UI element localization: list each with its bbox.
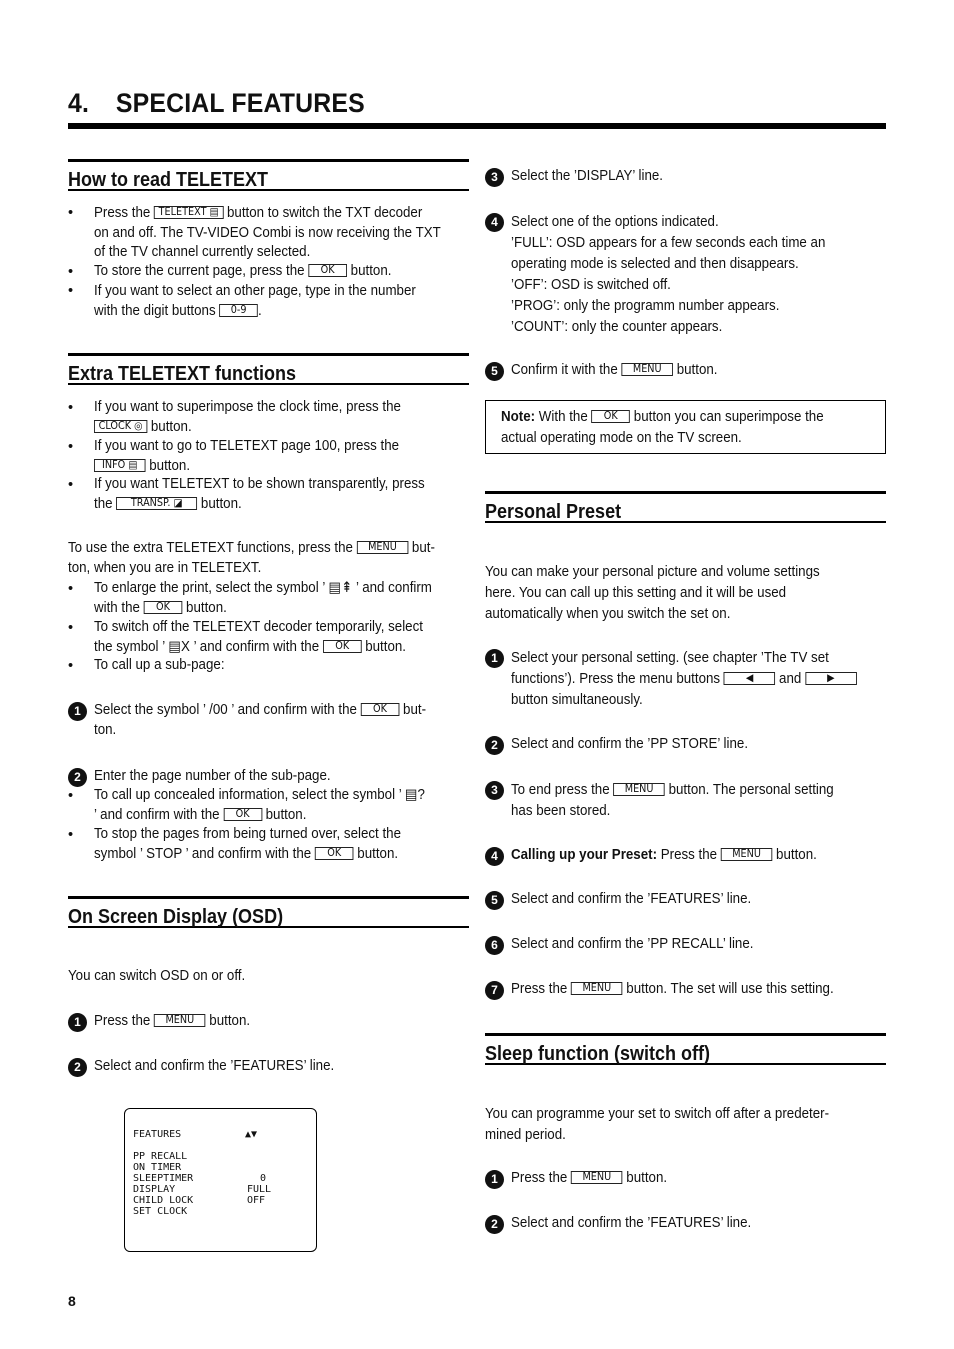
- ok-button: OK: [591, 410, 630, 423]
- osd-screen-arrows: ▲▼: [245, 1129, 258, 1140]
- osd-screen-illustration: [124, 1108, 317, 1252]
- subpage-step-1: Select the symbol ’ /00 ’ and confirm with the OK but- ton.: [94, 702, 427, 738]
- subpage-step-2: Enter the page number of the sub-page.: [94, 768, 331, 784]
- title-rule: [68, 123, 886, 129]
- section-heading-sleep: Sleep function (switch off): [485, 1033, 886, 1065]
- ok-button: OK: [144, 601, 183, 614]
- extra-d1: To call up concealed information, select the symbol ’ ▤? ’ and confirm with the OK button.: [94, 787, 425, 823]
- bullet: •: [68, 658, 74, 674]
- extra-bullet-2: If you want to go to TELETEXT page 100, press the INFO ▤ button.: [94, 438, 400, 474]
- step-number-2: 2: [68, 768, 87, 787]
- note-text: Note: With the OK button you can superimpose the actual operating mode on the TV screen.: [501, 409, 824, 446]
- ok-button: OK: [323, 640, 362, 653]
- section-heading-extra-teletext: Extra TELETEXT functions: [68, 353, 469, 385]
- step-number-3: 3: [485, 781, 504, 800]
- osd-intro: You can switch OSD on or off.: [68, 968, 246, 984]
- right-arrow-button: ▶: [805, 672, 857, 685]
- bullet: •: [68, 581, 74, 597]
- extra-c3: To call up a sub-page:: [94, 657, 225, 673]
- extra-d2: To stop the pages from being turned over, select the symbol ’ STOP ’ and confirm with the OK button.: [94, 826, 402, 862]
- osd-menu-value: OFF: [247, 1195, 266, 1206]
- osd-menu-item: PP RECALL: [133, 1151, 188, 1162]
- extra-c1: To enlarge the print, select the symbol ’ ▤⇞ ’ and confirm with the OK button.: [94, 580, 432, 616]
- step-number-1: 1: [68, 1013, 87, 1032]
- osd-step-4: Select one of the options indicated. ’FULL’: OSD appears for a few seconds each time an operating mode is selected and then disappears. ’OFF’: OSD is switched off. ’PROG’: only the programm number appears. ’COUNT’: only the counter appears.: [511, 214, 826, 335]
- step-number-1: 1: [68, 702, 87, 721]
- bullet: •: [68, 620, 74, 636]
- step-number-7: 7: [485, 981, 504, 1000]
- menu-button: MENU: [154, 1014, 206, 1027]
- preset-step-3: To end press the MENU button. The personal setting has been stored.: [511, 782, 834, 819]
- digit-buttons: 0-9: [219, 304, 258, 317]
- info-button: INFO ▤: [94, 459, 146, 472]
- bullet: •: [68, 439, 74, 455]
- note-box: [485, 400, 886, 454]
- osd-step-5: Confirm it with the MENU button.: [511, 362, 718, 378]
- ok-button: OK: [315, 847, 354, 860]
- osd-menu-item: CHILD LOCK: [133, 1195, 194, 1206]
- menu-button: MENU: [571, 1171, 623, 1184]
- extra-intro: To use the extra TELETEXT functions, press the MENU but- ton, when you are in TELETEXT.: [68, 540, 435, 576]
- preset-step-5: Select and confirm the ’FEATURES’ line.: [511, 891, 752, 907]
- osd-step-2: Select and confirm the ’FEATURES’ line.: [94, 1058, 335, 1074]
- sleep-step-1: Press the MENU button.: [511, 1170, 668, 1186]
- step-number-5: 5: [485, 362, 504, 381]
- teletext-button: TELETEXT ▤: [154, 206, 223, 219]
- read-teletext-bullet-3: If you want to select an other page, type in the number with the digit buttons 0-9 .: [94, 283, 416, 319]
- step-number-2: 2: [485, 736, 504, 755]
- osd-menu-item: SET CLOCK: [133, 1206, 188, 1217]
- bullet: •: [68, 827, 74, 843]
- page-title: 4. SPECIAL FEATURES: [68, 88, 365, 118]
- section-heading-personal-preset: Personal Preset: [485, 491, 886, 523]
- section-heading-osd: On Screen Display (OSD): [68, 896, 469, 928]
- ok-button: OK: [223, 808, 262, 821]
- page-number: 8: [68, 1293, 76, 1309]
- read-teletext-bullet-2: To store the current page, press the OK button.: [94, 263, 392, 279]
- sleep-intro: You can programme your set to switch off after a predeter- mined period.: [485, 1106, 830, 1143]
- menu-button: MENU: [613, 783, 665, 796]
- preset-intro: You can make your personal picture and volume settings here. You can call up this setting and it will be used automatically when you switch the set on.: [485, 564, 820, 622]
- extra-bullet-3: If you want TELETEXT to be shown transparently, press the TRANSP. ◪ button.: [94, 476, 425, 512]
- bullet: •: [68, 788, 74, 804]
- step-number-2: 2: [68, 1058, 87, 1077]
- section-heading-read-teletext: How to read TELETEXT: [68, 159, 469, 191]
- clock-button: CLOCK ◎: [94, 420, 147, 433]
- menu-button: MENU: [571, 982, 623, 995]
- osd-menu-value: 0: [260, 1173, 267, 1184]
- step-number-4: 4: [485, 213, 504, 232]
- left-arrow-button: ◀: [724, 672, 776, 685]
- osd-menu-item: DISPLAY: [133, 1184, 176, 1195]
- preset-step-1: Select your personal setting. (see chapter ’The TV set functions’). Press the menu buttons ◀ and ▶ button simultaneously.: [511, 648, 857, 711]
- ok-button: OK: [361, 703, 400, 716]
- transp-button: TRANSP. ◪: [116, 497, 197, 510]
- sleep-step-2: Select and confirm the ’FEATURES’ line.: [511, 1215, 752, 1231]
- osd-step-1: Press the MENU button.: [94, 1013, 251, 1029]
- step-number-4: 4: [485, 847, 504, 866]
- osd-menu-item: SLEEPTIMER: [133, 1173, 194, 1184]
- osd-menu-value: FULL: [247, 1184, 272, 1195]
- preset-step-4: Calling up your Preset: Press the MENU button.: [511, 847, 817, 863]
- bullet: •: [68, 400, 74, 416]
- menu-button: MENU: [621, 363, 673, 376]
- bullet: •: [68, 283, 74, 299]
- step-number-1: 1: [485, 1170, 504, 1189]
- bullet: •: [68, 205, 74, 221]
- osd-step-3: Select the ’DISPLAY’ line.: [511, 168, 664, 184]
- menu-button: MENU: [721, 848, 773, 861]
- preset-step-7: Press the MENU button. The set will use this setting.: [511, 981, 834, 997]
- bullet: •: [68, 477, 74, 493]
- osd-menu-item: ON TIMER: [133, 1162, 182, 1173]
- preset-step-6: Select and confirm the ’PP RECALL’ line.: [511, 936, 754, 952]
- step-number-1: 1: [485, 649, 504, 668]
- extra-bullet-1: If you want to superimpose the clock time, press the CLOCK ◎ button.: [94, 399, 401, 435]
- preset-step-2: Select and confirm the ’PP STORE’ line.: [511, 736, 749, 752]
- step-number-3: 3: [485, 168, 504, 187]
- step-number-2: 2: [485, 1215, 504, 1234]
- osd-screen-title: FEATURES: [133, 1129, 182, 1140]
- ok-button: OK: [308, 264, 347, 277]
- menu-button: MENU: [357, 541, 409, 554]
- read-teletext-bullet-1: Press the TELETEXT ▤ button to switch the TXT decoder on and off. The TV-VIDEO Combi is now receiving the TXT of the TV channel currently selected.: [94, 205, 441, 260]
- step-number-5: 5: [485, 891, 504, 910]
- bullet: •: [68, 264, 74, 280]
- step-number-6: 6: [485, 936, 504, 955]
- extra-c2: To switch off the TELETEXT decoder temporarily, select the symbol ’ ▤X ’ and confirm with the OK button.: [94, 619, 423, 655]
